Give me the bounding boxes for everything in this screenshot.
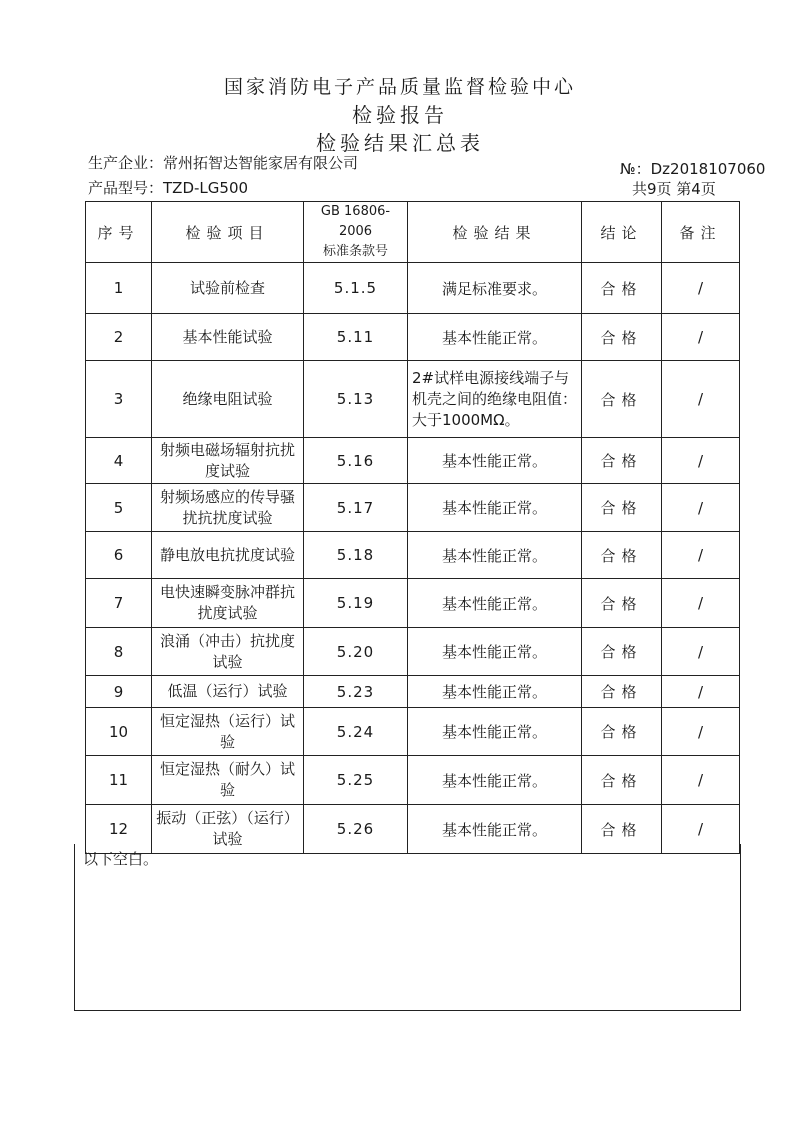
cell-note: / — [662, 676, 740, 708]
cell-clause: 5.13 — [304, 361, 408, 438]
org-title: 国家消防电子产品质量监督检验中心 — [223, 76, 576, 98]
company-name: 常州拓智达智能家居有限公司 — [163, 154, 359, 172]
model-label: 产品型号： — [88, 179, 164, 197]
table-row — [86, 484, 740, 532]
cell-seq: 5 — [86, 484, 152, 532]
cell-note: / — [662, 628, 740, 676]
header-conclusion: 结论 — [582, 202, 662, 263]
cell-note: / — [662, 263, 740, 314]
table-row — [86, 676, 740, 708]
cell-result: 基本性能正常。 — [408, 579, 582, 628]
cell-result: 2#试样电源接线端子与机壳之间的绝缘电阻值：大于1000MΩ。 — [408, 361, 582, 438]
cell-note: / — [662, 314, 740, 361]
table-row — [86, 361, 740, 438]
cell-conclusion: 合格 — [582, 756, 662, 805]
model-value: TZD-LG500 — [163, 179, 249, 197]
cell-note: / — [662, 532, 740, 579]
blank-note: 以下空白。 — [83, 850, 159, 868]
model-line — [88, 177, 248, 198]
cell-clause: 5.11 — [304, 314, 408, 361]
cell-conclusion: 合格 — [582, 438, 662, 484]
cell-seq: 6 — [86, 532, 152, 579]
cell-item: 恒定湿热（耐久）试验 — [152, 756, 304, 805]
cell-conclusion: 合格 — [582, 263, 662, 314]
cell-clause: 5.26 — [304, 805, 408, 854]
cell-result: 满足标准要求。 — [408, 263, 582, 314]
company-line — [88, 152, 358, 173]
cell-clause: 5.25 — [304, 756, 408, 805]
header-item: 检验项目 — [152, 202, 304, 263]
cell-clause: 5.19 — [304, 579, 408, 628]
cell-clause: 5.24 — [304, 708, 408, 756]
cell-seq: 9 — [86, 676, 152, 708]
cell-seq: 8 — [86, 628, 152, 676]
cell-note: / — [662, 756, 740, 805]
cell-seq: 2 — [86, 314, 152, 361]
cell-note: / — [662, 579, 740, 628]
summary-table — [85, 201, 740, 854]
report-title: 检验报告 — [352, 103, 448, 127]
company-label: 生产企业： — [88, 154, 164, 172]
cell-conclusion: 合格 — [582, 314, 662, 361]
header-note: 备注 — [662, 202, 740, 263]
cell-item: 浪涌（冲击）抗扰度试验 — [152, 628, 304, 676]
cell-item: 振动（正弦）（运行）试验 — [152, 805, 304, 854]
cell-conclusion: 合格 — [582, 628, 662, 676]
cell-note: / — [662, 708, 740, 756]
cell-clause: 5.23 — [304, 676, 408, 708]
cell-seq: 3 — [86, 361, 152, 438]
cell-clause: 5.16 — [304, 438, 408, 484]
cell-seq: 4 — [86, 438, 152, 484]
cell-item: 静电放电抗扰度试验 — [152, 532, 304, 579]
header-standard-line2: 标准条款号 — [322, 244, 388, 259]
cell-note: / — [662, 805, 740, 854]
cell-item: 恒定湿热（运行）试验 — [152, 708, 304, 756]
cell-item: 绝缘电阻试验 — [152, 361, 304, 438]
cell-item: 低温（运行）试验 — [152, 676, 304, 708]
cell-seq: 11 — [86, 756, 152, 805]
cell-result: 基本性能正常。 — [408, 438, 582, 484]
cell-note: / — [662, 484, 740, 532]
cell-result: 基本性能正常。 — [408, 676, 582, 708]
cell-result: 基本性能正常。 — [408, 756, 582, 805]
cell-note: / — [662, 438, 740, 484]
cell-conclusion: 合格 — [582, 579, 662, 628]
cell-item: 射频场感应的传导骚扰抗扰度试验 — [152, 484, 304, 532]
cell-seq: 1 — [86, 263, 152, 314]
cell-result: 基本性能正常。 — [408, 484, 582, 532]
table-row — [86, 314, 740, 361]
cell-result: 基本性能正常。 — [408, 628, 582, 676]
table-row — [86, 708, 740, 756]
cell-clause: 5.17 — [304, 484, 408, 532]
cell-clause: 5.20 — [304, 628, 408, 676]
page-info: 共9页 第4页 — [632, 180, 716, 198]
table-row — [86, 532, 740, 579]
cell-item: 试验前检查 — [152, 263, 304, 314]
table-row — [86, 438, 740, 484]
header-standard-line1: GB 16806-2006 — [320, 204, 391, 239]
cell-seq: 12 — [86, 805, 152, 854]
table-row — [86, 756, 740, 805]
table-row — [86, 263, 740, 314]
cell-conclusion: 合格 — [582, 676, 662, 708]
cell-result: 基本性能正常。 — [408, 532, 582, 579]
summary-title: 检验结果汇总表 — [316, 131, 484, 155]
header-result: 检验结果 — [408, 202, 582, 263]
cell-conclusion: 合格 — [582, 708, 662, 756]
blank-area — [74, 844, 741, 1011]
cell-seq: 10 — [86, 708, 152, 756]
table-row — [86, 628, 740, 676]
cell-note: / — [662, 361, 740, 438]
cell-result: 基本性能正常。 — [408, 708, 582, 756]
cell-item: 基本性能试验 — [152, 314, 304, 361]
cell-result: 基本性能正常。 — [408, 314, 582, 361]
report-number: №：Dz2018107060 — [620, 160, 766, 178]
cell-conclusion: 合格 — [582, 805, 662, 854]
cell-conclusion: 合格 — [582, 484, 662, 532]
table-header-row — [86, 202, 740, 263]
cell-result: 基本性能正常。 — [408, 805, 582, 854]
header-seq: 序号 — [86, 202, 152, 263]
table-row — [86, 579, 740, 628]
cell-item: 电快速瞬变脉冲群抗扰度试验 — [152, 579, 304, 628]
header-standard — [304, 202, 408, 263]
cell-clause: 5.18 — [304, 532, 408, 579]
cell-conclusion: 合格 — [582, 532, 662, 579]
cell-conclusion: 合格 — [582, 361, 662, 438]
cell-clause: 5.1.5 — [304, 263, 408, 314]
cell-seq: 7 — [86, 579, 152, 628]
cell-item: 射频电磁场辐射抗扰度试验 — [152, 438, 304, 484]
